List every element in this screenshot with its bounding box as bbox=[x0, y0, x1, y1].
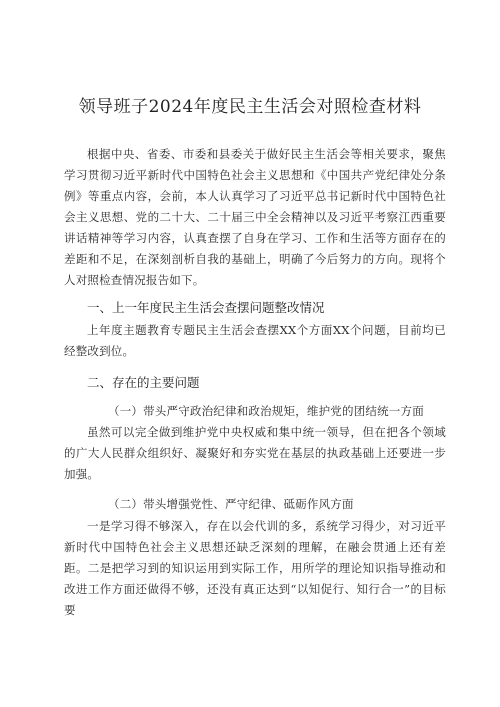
subsection-1-heading: （一）带头严守政治纪律和政治规矩，维护党的团结统一方面 bbox=[108, 404, 424, 418]
section-2-heading: 二、存在的主要问题 bbox=[87, 375, 200, 390]
document-title: 领导班子2024年度民主生活会对照检查材料 bbox=[78, 97, 422, 117]
section-1-heading: 一、上一年度民主生活会查摆问题整改情况 bbox=[87, 300, 325, 315]
section-1-paragraph: 上年度主题教育专题民主生活会查摆XX个方面XX个问题，目前均已经整改到位。 bbox=[64, 323, 446, 358]
subsection-2-paragraph: 一是学习得不够深入，存在以会代训的多，系统学习得少，对习近平新时代中国特色社会主义思想还缺乏深刻的理解，在融会贯通上还有差距。二是把学习到的知识运用到实际工作，用所学的理论知识指导推动和改进工作方面还做得不够，还没有真正达到“以知促行、知行合一”的目标要 bbox=[64, 519, 446, 617]
subsection-1-paragraph: 虽然可以完全做到维护党中央权威和集中统一领导，但在把各个领域的广大人民群众组织好、凝聚好和夯实党在基层的执政基础上还要进一步加强。 bbox=[64, 425, 446, 481]
intro-paragraph: 根据中央、省委、市委和县委关于做好民主生活会等相关要求，聚焦学习贯彻习近平新时代中国特色社会主义思想和《中国共产党纪律处分条例》等重点内容，会前，本人认真学习了习近平总书记新时代中国特色社会主义思想、党的二十大、二十届三中全会精神以及习近平考察江西重要讲话精神等学习内容，认真查摆了自身在学习、工作和生活等方面存在的差距和不足，在深刻剖析自我的基础上，明确了今后努力的方向。现将个人对照检查情况报告如下。 bbox=[64, 147, 446, 287]
subsection-2-heading: （二）带头增强党性、严守纪律、砥砺作风方面 bbox=[108, 497, 354, 511]
